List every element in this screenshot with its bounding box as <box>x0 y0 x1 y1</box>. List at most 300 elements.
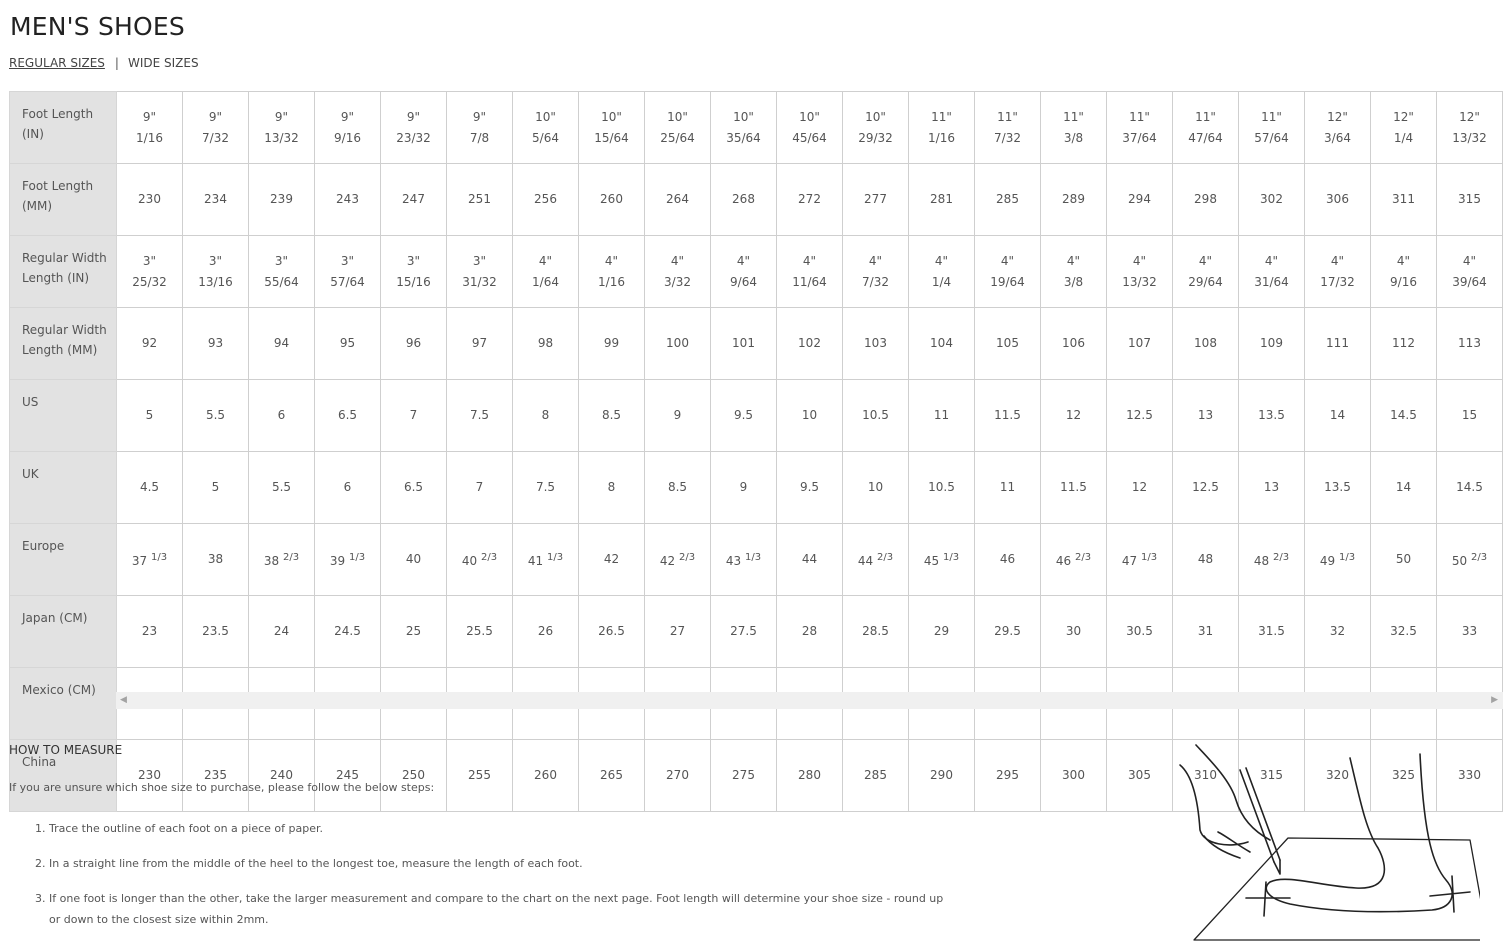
table-cell <box>579 92 645 164</box>
table-cell <box>1305 164 1371 236</box>
table-cell <box>117 380 183 452</box>
cell-value: 31.5 <box>1258 624 1285 638</box>
table-cell <box>447 380 513 452</box>
cell-value: 23.5 <box>202 624 229 638</box>
table-cell <box>579 524 645 596</box>
table-row <box>10 164 1503 236</box>
table-cell <box>183 236 249 308</box>
table-cell <box>315 308 381 380</box>
cell-value: 4.5 <box>139 480 160 494</box>
table-cell <box>777 308 843 380</box>
table-cell <box>249 236 315 308</box>
cell-value: 92 <box>141 336 158 350</box>
table-cell <box>381 164 447 236</box>
table-cell <box>1437 524 1503 596</box>
cell-fraction: 2/3 <box>1273 552 1290 563</box>
cell-value: 11" 3/8 <box>1063 109 1084 145</box>
tab-regular-sizes[interactable]: REGULAR SIZES <box>9 56 105 70</box>
cell-value: 294 <box>1128 192 1151 206</box>
cell-value: 311 <box>1392 192 1415 206</box>
cell-value: 100 <box>666 336 689 350</box>
cell-value: 44 <box>801 552 818 566</box>
table-cell <box>909 524 975 596</box>
table-cell <box>513 524 579 596</box>
row-header: US <box>10 380 117 452</box>
table-cell <box>975 452 1041 524</box>
cell-value: 298 <box>1194 192 1217 206</box>
table-cell <box>1041 380 1107 452</box>
table-cell <box>1173 452 1239 524</box>
cell-value: 31 <box>1197 624 1214 638</box>
cell-value: 9" 7/8 <box>469 109 490 145</box>
cell-value: 10 <box>801 408 818 422</box>
cell-value: 280 <box>798 768 821 782</box>
table-cell <box>117 308 183 380</box>
cell-value: 47 <box>1121 554 1138 568</box>
cell-value: 30.5 <box>1126 624 1153 638</box>
table-cell <box>579 380 645 452</box>
cell-value: 245 <box>336 768 359 782</box>
table-cell <box>975 308 1041 380</box>
table-cell <box>777 380 843 452</box>
cell-value: 12" 13/32 <box>1452 109 1487 145</box>
table-cell <box>1371 92 1437 164</box>
table-cell <box>645 164 711 236</box>
table-cell <box>513 236 579 308</box>
scroll-right-icon[interactable]: ▶ <box>1491 695 1498 705</box>
cell-value: 247 <box>402 192 425 206</box>
table-cell <box>711 524 777 596</box>
table-cell <box>579 596 645 668</box>
table-cell <box>711 740 777 812</box>
table-cell <box>1041 524 1107 596</box>
table-cell <box>909 92 975 164</box>
cell-value: 264 <box>666 192 689 206</box>
cell-value: 98 <box>537 336 554 350</box>
cell-fraction: 2/3 <box>481 552 498 563</box>
table-cell <box>513 380 579 452</box>
table-cell <box>315 524 381 596</box>
tab-wide-sizes[interactable]: WIDE SIZES <box>127 56 199 70</box>
cell-value: 9" 1/16 <box>136 109 163 145</box>
table-cell <box>909 452 975 524</box>
table-row <box>10 236 1503 308</box>
cell-value: 11" 7/32 <box>994 109 1021 145</box>
table-cell <box>183 164 249 236</box>
table-cell <box>249 92 315 164</box>
cell-value: 12 <box>1131 480 1148 494</box>
table-cell <box>975 380 1041 452</box>
cell-value: 3" 55/64 <box>264 253 299 289</box>
cell-value: 270 <box>666 768 689 782</box>
table-cell <box>249 740 315 812</box>
table-cell <box>1239 164 1305 236</box>
table-cell <box>315 740 381 812</box>
cell-value: 11.5 <box>994 408 1021 422</box>
cell-value: 9" 9/16 <box>334 109 361 145</box>
table-cell <box>843 524 909 596</box>
table-cell <box>579 236 645 308</box>
cell-value: 24.5 <box>334 624 361 638</box>
table-cell <box>1371 524 1437 596</box>
cell-value: 11.5 <box>1060 480 1087 494</box>
cell-value: 9 <box>673 408 682 422</box>
cell-value: 285 <box>996 192 1019 206</box>
table-cell <box>711 308 777 380</box>
cell-value: 105 <box>996 336 1019 350</box>
cell-value: 4" 11/64 <box>792 253 827 289</box>
cell-value: 7 <box>409 408 418 422</box>
cell-value: 315 <box>1260 768 1283 782</box>
cell-value: 255 <box>468 768 491 782</box>
cell-value: 13.5 <box>1324 480 1351 494</box>
table-cell <box>843 236 909 308</box>
table-cell <box>843 452 909 524</box>
table-cell <box>447 308 513 380</box>
cell-value: 268 <box>732 192 755 206</box>
cell-fraction: 1/3 <box>547 552 564 563</box>
cell-value: 10" 35/64 <box>726 109 761 145</box>
cell-value: 3" 25/32 <box>132 253 167 289</box>
table-cell <box>975 92 1041 164</box>
measure-step: 3. If one foot is longer than the other, take the larger measurement and compare to the chart on the next page. Foot length will determine your shoe size - round up or down to the closest size within 2mm. <box>49 888 949 930</box>
cell-value: 107 <box>1128 336 1151 350</box>
cell-value: 272 <box>798 192 821 206</box>
cell-value: 10" 25/64 <box>660 109 695 145</box>
cell-value: 251 <box>468 192 491 206</box>
table-cell <box>117 740 183 812</box>
table-cell <box>183 380 249 452</box>
cell-value: 239 <box>270 192 293 206</box>
row-header: Regular Width Length (MM) <box>10 308 117 380</box>
cell-value: 9" 7/32 <box>202 109 229 145</box>
cell-value: 26.5 <box>598 624 625 638</box>
cell-value: 10.5 <box>928 480 955 494</box>
cell-value: 10" 29/32 <box>858 109 893 145</box>
cell-value: 10" 15/64 <box>594 109 629 145</box>
cell-value: 13 <box>1197 408 1214 422</box>
row-header: Regular Width Length (IN) <box>10 236 117 308</box>
table-cell <box>645 380 711 452</box>
how-to-measure-heading: HOW TO MEASURE <box>9 743 123 757</box>
how-to-measure-intro: If you are unsure which shoe size to purchase, please follow the below steps: <box>9 781 435 794</box>
table-cell <box>777 452 843 524</box>
page-title: MEN'S SHOES <box>10 12 185 41</box>
table-cell <box>381 524 447 596</box>
cell-value: 28 <box>801 624 818 638</box>
table-cell <box>1041 164 1107 236</box>
how-to-measure-steps <box>19 818 949 944</box>
cell-value: 12" 1/4 <box>1393 109 1414 145</box>
cell-value: 260 <box>534 768 557 782</box>
table-cell <box>1371 596 1437 668</box>
cell-value: 44 <box>857 554 874 568</box>
cell-value: 6 <box>343 480 352 494</box>
table-cell <box>249 524 315 596</box>
cell-value: 285 <box>864 768 887 782</box>
table-cell <box>1305 596 1371 668</box>
cell-value: 4" 1/4 <box>931 253 952 289</box>
cell-value: 234 <box>204 192 227 206</box>
cell-value: 30 <box>1065 624 1082 638</box>
table-cell <box>1371 380 1437 452</box>
cell-value: 4" 1/16 <box>598 253 625 289</box>
cell-fraction: 2/3 <box>1471 552 1488 563</box>
cell-value: 310 <box>1194 768 1217 782</box>
table-cell <box>579 452 645 524</box>
table-cell <box>1107 308 1173 380</box>
cell-value: 10" 45/64 <box>792 109 827 145</box>
table-cell <box>513 740 579 812</box>
cell-value: 9.5 <box>799 480 820 494</box>
cell-value: 5.5 <box>271 480 292 494</box>
table-cell <box>645 524 711 596</box>
cell-value: 50 <box>1451 554 1468 568</box>
cell-value: 300 <box>1062 768 1085 782</box>
cell-value: 43 <box>725 554 742 568</box>
table-cell <box>975 236 1041 308</box>
cell-value: 290 <box>930 768 953 782</box>
cell-value: 11 <box>933 408 950 422</box>
cell-value: 295 <box>996 768 1019 782</box>
cell-value: 40 <box>405 552 422 566</box>
table-cell <box>1437 92 1503 164</box>
cell-value: 235 <box>204 768 227 782</box>
table-cell <box>1041 308 1107 380</box>
table-cell <box>381 308 447 380</box>
cell-fraction: 2/3 <box>877 552 894 563</box>
cell-value: 38 <box>263 554 280 568</box>
table-cell <box>1107 380 1173 452</box>
cell-value: 250 <box>402 768 425 782</box>
table-cell <box>1041 596 1107 668</box>
row-header: Foot Length (MM) <box>10 164 117 236</box>
cell-fraction: 1/3 <box>943 552 960 563</box>
cell-value: 14.5 <box>1390 408 1417 422</box>
foot-tracing-illustration <box>1170 740 1480 945</box>
table-cell <box>249 380 315 452</box>
cell-value: 277 <box>864 192 887 206</box>
table-cell <box>1041 740 1107 812</box>
cell-value: 230 <box>138 768 161 782</box>
table-cell <box>645 452 711 524</box>
table-cell <box>249 308 315 380</box>
table-cell <box>1173 92 1239 164</box>
cell-value: 48 <box>1253 554 1270 568</box>
table-cell <box>183 452 249 524</box>
cell-value: 9" 13/32 <box>264 109 299 145</box>
cell-value: 4" 31/64 <box>1254 253 1289 289</box>
table-cell <box>711 92 777 164</box>
table-cell <box>117 524 183 596</box>
cell-value: 4" 1/64 <box>532 253 559 289</box>
scroll-left-icon[interactable]: ◀ <box>120 695 127 705</box>
table-cell <box>1437 164 1503 236</box>
table-row <box>10 596 1503 668</box>
cell-value: 27.5 <box>730 624 757 638</box>
table-cell <box>117 596 183 668</box>
table-row <box>10 524 1503 596</box>
cell-value: 4" 13/32 <box>1122 253 1157 289</box>
cell-value: 12.5 <box>1126 408 1153 422</box>
cell-value: 101 <box>732 336 755 350</box>
table-cell <box>1371 164 1437 236</box>
cell-value: 330 <box>1458 768 1481 782</box>
cell-value: 8 <box>607 480 616 494</box>
cell-fraction: 1/3 <box>745 552 762 563</box>
table-cell <box>1107 596 1173 668</box>
table-cell <box>315 92 381 164</box>
cell-value: 3" 13/16 <box>198 253 233 289</box>
table-cell <box>183 740 249 812</box>
cell-value: 94 <box>273 336 290 350</box>
table-cell <box>249 164 315 236</box>
cell-value: 46 <box>1055 554 1072 568</box>
row-header: China <box>10 740 117 812</box>
table-cell <box>645 740 711 812</box>
cell-value: 42 <box>603 552 620 566</box>
table-cell <box>1239 380 1305 452</box>
cell-value: 45 <box>923 554 940 568</box>
cell-value: 29.5 <box>994 624 1021 638</box>
table-cell <box>975 164 1041 236</box>
cell-value: 27 <box>669 624 686 638</box>
cell-value: 103 <box>864 336 887 350</box>
table-cell <box>909 596 975 668</box>
cell-value: 256 <box>534 192 557 206</box>
table-cell <box>1437 380 1503 452</box>
table-cell <box>1305 92 1371 164</box>
table-cell <box>1437 596 1503 668</box>
table-cell <box>1107 740 1173 812</box>
cell-value: 230 <box>138 192 161 206</box>
table-cell <box>117 164 183 236</box>
cell-value: 275 <box>732 768 755 782</box>
table-cell <box>513 308 579 380</box>
table-cell <box>711 236 777 308</box>
table-cell <box>513 164 579 236</box>
cell-value: 320 <box>1326 768 1349 782</box>
cell-value: 106 <box>1062 336 1085 350</box>
table-cell <box>645 236 711 308</box>
cell-value: 12.5 <box>1192 480 1219 494</box>
cell-fraction: 1/3 <box>151 552 168 563</box>
cell-value: 260 <box>600 192 623 206</box>
cell-value: 3" 31/32 <box>462 253 497 289</box>
table-cell <box>315 380 381 452</box>
cell-value: 32 <box>1329 624 1346 638</box>
table-cell <box>843 740 909 812</box>
cell-value: 9" 23/32 <box>396 109 431 145</box>
table-cell <box>1239 596 1305 668</box>
cell-value: 11" 47/64 <box>1188 109 1223 145</box>
row-header: Europe <box>10 524 117 596</box>
table-cell <box>645 92 711 164</box>
cell-value: 4" 29/64 <box>1188 253 1223 289</box>
row-header: UK <box>10 452 117 524</box>
table-cell <box>1173 596 1239 668</box>
cell-value: 243 <box>336 192 359 206</box>
table-cell <box>1107 452 1173 524</box>
cell-fraction: 2/3 <box>1075 552 1092 563</box>
cell-value: 11" 57/64 <box>1254 109 1289 145</box>
table-cell <box>975 740 1041 812</box>
cell-value: 108 <box>1194 336 1217 350</box>
table-cell <box>315 596 381 668</box>
cell-value: 4" 9/16 <box>1390 253 1417 289</box>
cell-value: 306 <box>1326 192 1349 206</box>
table-cell <box>777 92 843 164</box>
cell-value: 10" 5/64 <box>532 109 559 145</box>
cell-value: 32.5 <box>1390 624 1417 638</box>
cell-value: 3" 57/64 <box>330 253 365 289</box>
table-cell <box>711 596 777 668</box>
row-header: Foot Length (IN) <box>10 92 117 164</box>
table-cell <box>1305 452 1371 524</box>
table-cell <box>909 164 975 236</box>
table-cell <box>1305 524 1371 596</box>
cell-value: 39 <box>329 554 346 568</box>
table-cell <box>1239 452 1305 524</box>
table-cell <box>249 596 315 668</box>
cell-value: 6.5 <box>337 408 358 422</box>
table-cell <box>1107 236 1173 308</box>
cell-value: 111 <box>1326 336 1349 350</box>
cell-value: 4" 19/64 <box>990 253 1025 289</box>
cell-value: 240 <box>270 768 293 782</box>
cell-value: 281 <box>930 192 953 206</box>
table-cell <box>315 164 381 236</box>
table-cell <box>711 380 777 452</box>
table-cell <box>843 596 909 668</box>
cell-value: 8.5 <box>601 408 622 422</box>
table-cell <box>777 740 843 812</box>
table-cell <box>1107 164 1173 236</box>
table-cell <box>909 380 975 452</box>
row-header: Mexico (CM) <box>10 668 117 740</box>
table-cell <box>1173 164 1239 236</box>
cell-value: 302 <box>1260 192 1283 206</box>
cell-value: 49 <box>1319 554 1336 568</box>
table-cell <box>909 740 975 812</box>
table-cell <box>381 236 447 308</box>
table-cell <box>579 164 645 236</box>
table-cell <box>117 236 183 308</box>
table-row <box>10 308 1503 380</box>
tab-separator: | <box>114 56 119 70</box>
table-cell <box>183 308 249 380</box>
cell-fraction: 2/3 <box>679 552 696 563</box>
table-row <box>10 452 1503 524</box>
cell-value: 9 <box>739 480 748 494</box>
cell-value: 104 <box>930 336 953 350</box>
table-cell <box>1173 236 1239 308</box>
size-tabs <box>9 56 199 70</box>
table-cell <box>1173 308 1239 380</box>
cell-value: 10 <box>867 480 884 494</box>
cell-value: 42 <box>659 554 676 568</box>
cell-value: 99 <box>603 336 620 350</box>
horizontal-scrollbar[interactable] <box>116 692 1503 709</box>
cell-value: 96 <box>405 336 422 350</box>
cell-value: 28.5 <box>862 624 889 638</box>
cell-value: 48 <box>1197 552 1214 566</box>
cell-value: 14 <box>1329 408 1346 422</box>
cell-value: 4" 39/64 <box>1452 253 1487 289</box>
table-cell <box>711 452 777 524</box>
cell-value: 11" 37/64 <box>1122 109 1157 145</box>
cell-value: 325 <box>1392 768 1415 782</box>
